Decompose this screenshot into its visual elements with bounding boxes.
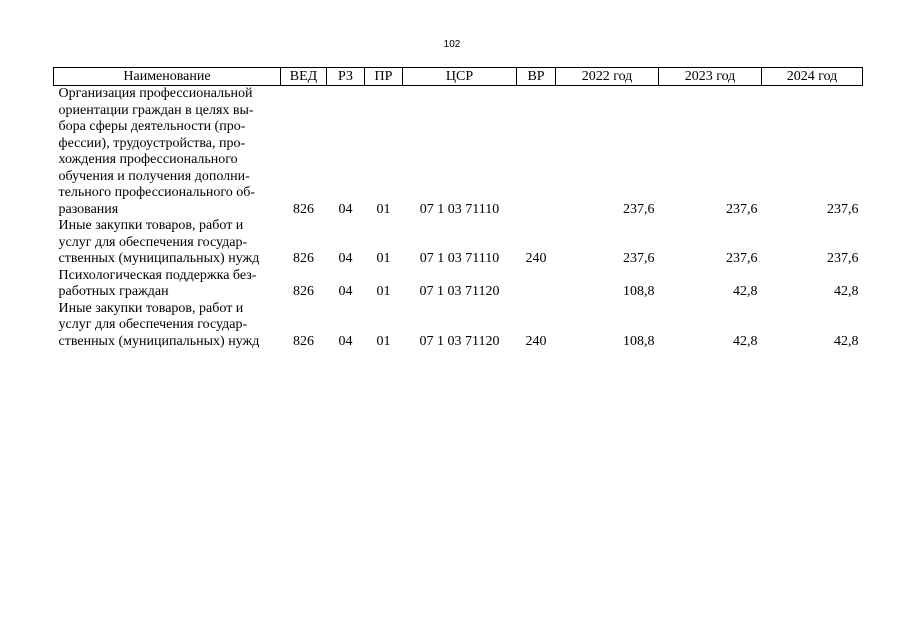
table-row: [54, 268, 863, 301]
name-line: бора сферы деятельности (про-: [58, 119, 246, 134]
cell-csr: 07 1 03 71110: [419, 201, 500, 217]
name-line: хождения профессионального: [58, 152, 238, 167]
cell-vr: [517, 86, 556, 219]
cell-vr: 240: [525, 333, 547, 349]
cell-rz: 04: [338, 201, 353, 217]
header-pr: ПР: [365, 68, 403, 86]
cell-ved: 826: [293, 333, 314, 349]
cell-2024: 237,6: [827, 201, 859, 217]
name-line: ственных (муниципальных) нужд: [58, 333, 260, 349]
header-2022: 2022 год: [556, 68, 659, 86]
cell-pr: 01: [376, 251, 391, 266]
header-csr: ЦСР: [403, 68, 517, 86]
table-row: [54, 86, 863, 219]
cell-csr: 07 1 03 71120: [419, 333, 500, 349]
name-line: Психологическая поддержка без-: [58, 267, 257, 283]
cell-ved: 826: [293, 201, 314, 217]
name-line: обучения и получения дополни-: [58, 168, 250, 184]
name-line: услуг для обеспечения государ-: [58, 234, 248, 250]
cell-2023: 237,6: [726, 251, 758, 266]
cell-name: [54, 86, 281, 219]
cell-pr: 01: [376, 284, 391, 299]
cell-2022: 108,8: [623, 333, 655, 349]
name-line: работных граждан: [58, 284, 169, 299]
cell-ved: 826: [293, 251, 314, 266]
cell-2024: 237,6: [827, 251, 859, 266]
header-name: Наименование: [54, 68, 281, 86]
name-line: услуг для обеспечения государ-: [58, 317, 248, 332]
cell-pr: 01: [376, 201, 391, 217]
header-2024: 2024 год: [762, 68, 863, 86]
name-line: фессии), трудоустройства, про-: [58, 135, 246, 151]
cell-2023: 237,6: [726, 201, 758, 217]
name-line: ственных (муниципальных) нужд: [58, 251, 260, 266]
name-line: разования: [58, 201, 119, 217]
name-line: Иные закупки товаров, работ и: [58, 300, 244, 316]
cell-2023: 42,8: [733, 284, 758, 299]
table-row: [54, 301, 863, 351]
cell-pr: 01: [376, 333, 391, 349]
header-ved: ВЕД: [281, 68, 327, 86]
cell-csr: 07 1 03 71120: [419, 284, 500, 299]
cell-rz: 04: [338, 333, 353, 349]
cell-2022: 108,8: [623, 284, 655, 299]
cell-vr: 240: [525, 251, 547, 266]
cell-2022: 237,6: [623, 251, 655, 266]
cell-2022: 237,6: [623, 201, 655, 217]
header-2023: 2023 год: [659, 68, 762, 86]
cell-2024: 42,8: [834, 284, 859, 299]
cell-name: [54, 218, 281, 268]
cell-vr: [517, 268, 556, 301]
cell-ved: 826: [293, 284, 314, 299]
name-line: ориентации граждан в целях вы-: [58, 102, 254, 118]
name-line: Организация профессиональной: [58, 86, 253, 101]
name-line: Иные закупки товаров, работ и: [58, 218, 244, 233]
budget-table: [53, 67, 863, 350]
cell-name: [54, 301, 281, 351]
name-line: тельного профессионального об-: [58, 185, 256, 200]
cell-2024: 42,8: [834, 333, 859, 349]
table-row: [54, 218, 863, 268]
cell-rz: 04: [338, 251, 353, 266]
cell-2023: 42,8: [733, 333, 758, 349]
page-number: 102: [443, 39, 461, 50]
cell-rz: 04: [338, 284, 353, 299]
cell-csr: 07 1 03 71110: [419, 251, 500, 266]
header-rz: РЗ: [327, 68, 365, 86]
cell-name: [54, 268, 281, 301]
header-vr: ВР: [517, 68, 556, 86]
table-header-row: [54, 68, 863, 86]
